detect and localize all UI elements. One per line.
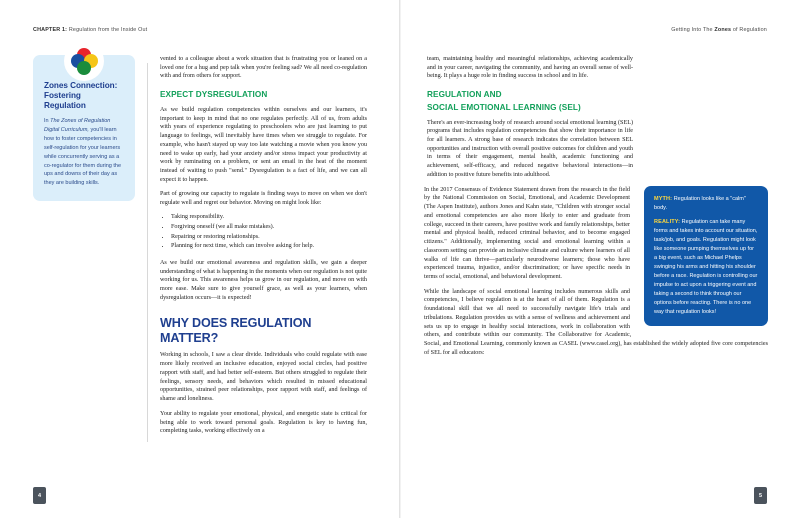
heading-expect-dysregulation: EXPECT DYSREGULATION (160, 90, 268, 100)
heading-why-does-regulation-matter: WHY DOES REGULATION MATTER? (160, 316, 312, 345)
running-head-right (671, 27, 767, 33)
list-item: • Planning for next time, which can involve asking for help. (171, 242, 367, 251)
running-head-chapter-title: Regulation from the Inside Out (67, 27, 148, 33)
paragraph-school-divide: Working in schools, I saw a clear divide. Individuals who could regulate with ease more likely received an inclusive education, enjoyed social circles, had positive rapport with staff, and had better self-esteem. But others struggled to regulate their feelings, sensory needs, and behaviors which resulted in missed educational opportunities, strained peer relationships, poor rapport with staff, and feelings of shame and loneliness. (160, 352, 367, 403)
myth-statement (654, 195, 758, 213)
heading-sel-line2: SOCIAL EMOTIONAL LEARNING (SEL) (427, 102, 581, 112)
paragraph-continuation: vented to a colleague about a work situation that is frustrating you or leaned on a loved one for a hug and pep talk when you're feeling sad? We all need co-regulation with and from others for support. (160, 56, 367, 80)
list-item: • Forgiving oneself (we all make mistakes). (171, 223, 367, 232)
running-head-prefix: Getting Into The (671, 27, 715, 33)
paragraph-sel-research: There's an ever-increasing body of research around social emotional learning (SEL) programs that includes regulation competencies that show their importance in life for all learners. A strong base of research indicates the correlation between SEL opportunities and instruction with overall positive outcomes for children and youth in terms of their engagement, mental health, academic functioning and achievement, self-efficacy, and reduced negative behavioral interactions—in addition to positive future benefits into adulthood. (427, 119, 633, 178)
myth-reality-callout (644, 186, 768, 327)
zones-card-body (44, 117, 124, 188)
paragraph-expect-body: As we build regulation competencies within ourselves and our learners, it's important to keep in mind that no one regulates perfectly. All of us, from adults with years of experience regulating to preschoolers who are just learning to put language to feelings, will inevitably have times when we struggle to regulate. For example, who hasn't stayed up way too late watching a movie when you know you need to wake up early, had your anxiety and/or stress impact your productivity at work by ruminating on a problem, or sent an email in the heat of the moment instead of waiting to push "send." Dysregulation is a fact of life, and we can all expect it to happen. (160, 106, 367, 183)
moving-on-bullet-list (160, 213, 367, 252)
paragraph-grace: As we build our emotional awareness and regulation skills, we gain a deeper understanding of what is happening in the moments when our regulation is not quite working for us. This awareness helps us grow in our regulation, and move on with more ease. Make sure to give yourself grace, as well as your learners, when dysregulation occurs—it is expected! (160, 259, 367, 301)
right-flow-column (424, 186, 768, 364)
zones-card-body-italic: The Zones of Regulation Digital Curriculum, (44, 118, 111, 133)
paragraph-casel-competencies: While the landscape of social emotional learning includes numerous skills and competencies, I believe regulation is at the heart of all of them. Regulation is a foundational skill that we all need to successfully navigate life's trials and tribulations. Regulation provides us with a sense of wellness and achievement and sets us up to engage in healthy social interactions, work in collaboration with others, and contribute within our community. The Collaborative for Academic, Social, and Emotional Learning, commonly known as CASEL (www.casel.org), has established the widely adopted five core competencies of SEL for all educators: (424, 288, 768, 356)
heading-regulation-and-line1: REGULATION AND (427, 90, 502, 100)
myth-label: MYTH: (654, 195, 673, 202)
logo-petals (71, 48, 98, 75)
running-head-left (33, 27, 147, 33)
zones-card-body-rest: you'll learn how to foster competencies in self-regulation for your learners while concurrently serving as a co-regulator for them during the ups and downs of their day as they are building skills. (44, 126, 122, 187)
right-page (400, 0, 800, 518)
zones-card-body-lead: In (44, 118, 51, 124)
left-main-column (160, 55, 367, 442)
right-top-column (427, 55, 633, 180)
list-item: • Repairing or restoring relationships. (171, 233, 367, 242)
sidebar-column (33, 55, 135, 442)
list-item: • Taking responsibility. (171, 213, 367, 222)
running-head-chapter-label: CHAPTER 1: (33, 27, 68, 33)
page-number-left: 4 (33, 487, 46, 504)
page-number-right: 5 (754, 487, 767, 504)
paragraph-moving-on-intro: Part of growing our capacity to regulate is finding ways to move on when we don't regulate well and regret our behavior. Moving on might look like: (160, 191, 367, 207)
paragraph-consensus-statement: In the 2017 Consensus of Evidence Statement drawn from the research in the field by the National Commission on Social, Emotional, and Academic Development (The Aspen Institute), authors Jones and Kahn state, "Children with stronger social and emotional competencies are also more likely to enter and graduate from college, succeed in their careers, have positive work and family relationships, better mental and physical health, reduced criminal behavior, and to become engaged citizens." Additionally, implementing social and emotional learning within a classroom setting can provide an inclusive climate and culture where learners of all walks of life can thrive—particularly neurodiverse learners; those who have experienced trauma, injustice, and/or discrimination; or have specific needs in terms of social, emotional, and behavioral development. (424, 186, 630, 280)
zones-flower-logo (64, 41, 104, 81)
reality-text: Regulation can take many forms and takes into account our situation, task/job, and goals. Regulation might look like someone pumping themselves up for a big event, such as Michael Phelps swinging his arms and hitting his shoulder before a race. Regulation is controlling our impulse to act upon a triggering event and taking a second to think through our options before reacting. There is no one way that regulation looks! (654, 219, 758, 315)
left-page-columns (33, 55, 367, 442)
running-head-suffix: of Regulation (731, 27, 767, 33)
zones-connection-card (33, 55, 135, 201)
reality-label: REALITY: (654, 219, 681, 226)
petal-green-icon (77, 61, 91, 75)
myth-text: Regulation looks like a "calm" body. (654, 195, 746, 211)
column-divider (147, 63, 148, 442)
paragraph-team-continuation: team, maintaining healthy and meaningful relationships, achieving academically and in your career, navigating the community, and having an overall sense of well-being. It plays a huge role in finding success in school and in life. (427, 56, 633, 80)
running-head-zones: Zones (714, 27, 732, 33)
reality-statement (654, 218, 758, 316)
paragraph-ability-to-regulate: Your ability to regulate your emotional, physical, and energetic state is critical for being able to work toward personal goals. Regulation is key to having fun, completing tasks, working effectively on a (160, 410, 367, 435)
zones-card-title: Zones Connection: Fostering Regulation (44, 81, 118, 110)
right-page-content (424, 55, 768, 364)
